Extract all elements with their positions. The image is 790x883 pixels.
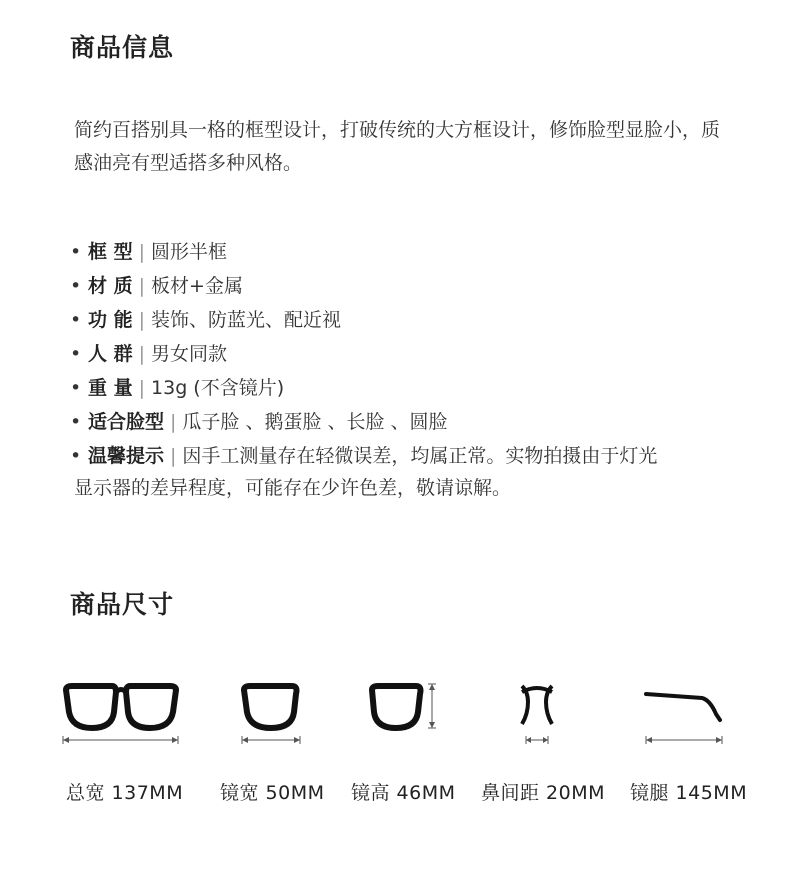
temple-length-label: 镜腿 145MM — [630, 782, 748, 804]
lens-height-icon — [366, 670, 440, 750]
separator: | — [138, 241, 146, 263]
separator: | — [138, 309, 146, 331]
spec-value: 男女同款 — [151, 343, 228, 365]
spec-item — [70, 372, 730, 405]
bullet-icon: • — [70, 275, 82, 297]
glasses-front-icon — [60, 670, 182, 750]
temple-icon — [640, 670, 728, 750]
spec-key: 人 群 — [88, 343, 133, 365]
separator: | — [138, 343, 146, 365]
spec-value-continued: 显示器的差异程度，可能存在少许色差，敬请谅解。 — [74, 477, 512, 499]
spec-key: 重 量 — [88, 377, 133, 399]
spec-item — [70, 440, 730, 504]
spec-value: 装饰、防蓝光、配近视 — [151, 309, 342, 331]
spec-key: 功 能 — [88, 309, 133, 331]
spec-item — [70, 406, 730, 439]
spec-list — [70, 236, 730, 505]
bullet-icon: • — [70, 411, 82, 433]
dimension-row — [0, 670, 790, 820]
spec-key: 材 质 — [88, 275, 133, 297]
total-width-label: 总宽 137MM — [66, 782, 184, 804]
product-description: 简约百搭别具一格的框型设计，打破传统的大方框设计，修饰脸型显脸小，质感油亮有型适搭多种风格。 — [74, 119, 721, 174]
spec-value: 板材+金属 — [151, 275, 243, 297]
bullet-icon: • — [70, 445, 82, 467]
product-size-title: 商品尺寸 — [70, 590, 175, 619]
bullet-icon: • — [70, 343, 82, 365]
lens-height-label: 镜高 46MM — [351, 782, 456, 804]
spec-key: 温馨提示 — [88, 445, 165, 467]
lens-width-label: 镜宽 50MM — [220, 782, 325, 804]
spec-value: 圆形半框 — [151, 241, 228, 263]
spec-value: 因手工测量存在轻微误差，均属正常。实物拍摄由于灯光 — [182, 445, 658, 467]
spec-key: 框 型 — [88, 241, 133, 263]
separator: | — [138, 377, 146, 399]
spec-item — [70, 338, 730, 371]
separator: | — [170, 411, 177, 433]
bullet-icon: • — [70, 377, 82, 399]
spec-value: 13g (不含镜片) — [151, 377, 285, 399]
spec-item — [70, 304, 730, 337]
bullet-icon: • — [70, 241, 82, 263]
separator: | — [170, 445, 177, 467]
spec-key: 适合脸型 — [88, 411, 165, 433]
bullet-icon: • — [70, 309, 82, 331]
product-info-title: 商品信息 — [70, 33, 175, 62]
bridge-icon — [514, 670, 560, 750]
spec-item — [70, 270, 730, 303]
lens-width-icon — [238, 670, 304, 750]
separator: | — [138, 275, 146, 297]
spec-item — [70, 236, 730, 269]
spec-value: 瓜子脸 、鹅蛋脸 、长脸 、圆脸 — [182, 411, 448, 433]
bridge-width-label: 鼻间距 20MM — [481, 782, 606, 804]
